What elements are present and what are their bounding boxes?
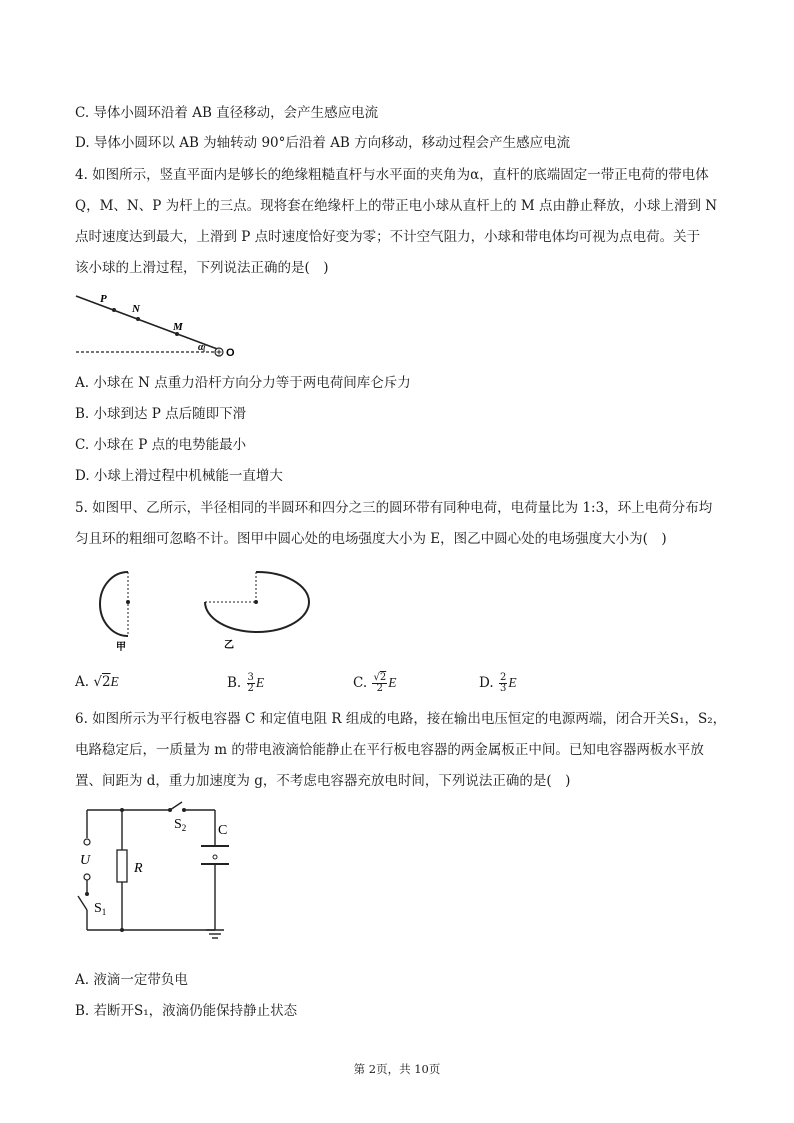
q4-option-b: B. 小球到达 P 点后随即下滑 [75,406,247,422]
terminal-bottom-icon [84,874,90,880]
q5-stem-line-1: 5. 如图甲、乙所示，半径相同的半圆环和四分之三的圆环带有同种电荷，电荷量比为 1:3，环上电荷分布均 [75,500,713,516]
q4-stem-line-2: Q，M、N、P 为杆上的三点。现将套在绝缘杆上的带正电小球从直杆上的 M 点由静止释放，小球上滑到 N [75,198,718,214]
label-o: O [226,347,235,359]
symbol-e: E [255,675,265,690]
label-n: N [132,303,140,315]
angle-arc [204,345,205,352]
label-p: P [100,293,107,305]
page-footer: 第 2页，共 10页 [353,1062,441,1076]
q5-option-a: A. √2E [75,674,119,690]
q6-option-b: B. 若断开S₁，液滴仍能保持静止状态 [75,1003,298,1019]
denominator: 2 [376,683,383,694]
q4-option-d: D. 小球上滑过程中机械能一直增大 [75,468,283,484]
fraction [499,673,507,694]
option-letter: A. [75,674,90,690]
q4-rod-figure [74,288,244,360]
label-yi: 乙 [224,640,234,651]
q6-circuit-diagram [70,798,240,950]
fraction [247,673,255,694]
symbol-e: E [388,675,397,690]
label-jia: 甲 [116,642,126,653]
numerator: √2 [373,672,387,683]
q6-stem-line-2: 电路稳定后，一质量为 m 的带电液滴恰能静止在平行板电容器的两金属板正中间。已知电容器两板水平放 [75,742,704,758]
q6-stem-line-1: 6. 如图所示为平行板电容器 C 和定值电阻 R 组成的电路，接在输出电压恒定的电源两端，闭合开关S₁，S₂， [75,711,727,727]
q3-option-d: D. 导体小圆环以 AB 为轴转动 90°后沿着 AB 方向移动，移动过程会产生感应电流 [75,135,571,151]
label-r: R [134,861,143,876]
label-s1: $S_1$ [94,901,107,917]
label-alpha: α [198,342,204,353]
symbol-e: E [508,675,517,690]
q6-stem-line-3: 置、间距为 d，重力加速度为 g，不考虑电容器充放电时间，下列说法正确的是( ) [75,773,571,789]
q5-option-d [479,673,517,694]
label-c: C [218,823,228,838]
q4-option-a: A. 小球在 N 点重力沿杆方向分力等于两电荷间库仑斥力 [75,375,411,391]
label-s2: $S_2$ [174,817,187,833]
q4-stem-line-4: 该小球的上滑过程，下列说法正确的是( ) [75,260,329,276]
label-u: U [80,853,91,868]
q5-option-c [353,673,396,694]
denominator: 3 [499,683,507,694]
point-p [112,308,116,312]
q5-ring-figures [72,568,312,658]
point-n [136,317,140,321]
option-letter: C. [353,675,368,691]
radicand: 2 [101,674,111,690]
q3-option-c: C. 导体小圆环沿着 AB 直径移动，会产生感应电流 [75,105,379,121]
q5-stem-line-2: 匀且环的粗细可忽略不计。图甲中圆心处的电场强度大小为 E，图乙中圆心处的电场强度大小为( ) [75,531,667,547]
droplet-icon [213,855,217,859]
terminal-top-icon [84,839,90,845]
figure-yi-three-quarter-ring [205,572,309,651]
option-letter: D. [479,675,494,691]
figure-jia-semicircle [100,572,130,653]
q6-option-a: A. 液滴一定带负电 [75,972,188,988]
symbol-e: E [110,674,119,689]
denominator: 2 [247,683,254,694]
q5-option-b [227,673,264,694]
fraction [372,673,387,694]
q4-stem-line-3: 点时速度达到最大，上滑到 P 点时速度恰好变为零；不计空气阻力，小球和带电体均可视为点电荷。关于 [75,229,701,245]
q4-stem-line-1: 4. 如图所示，竖直平面内是够长的绝缘粗糙直杆与水平面的夹角为α，直杆的底端固定一带正电荷的带电体 [75,167,709,183]
numerator: 2 [499,672,507,683]
option-letter: B. [227,675,242,691]
label-m: M [173,321,183,333]
radicand: 2 [379,672,387,683]
numerator: 3 [247,672,254,683]
q4-option-c: C. 小球在 P 点的电势能最小 [75,437,247,453]
